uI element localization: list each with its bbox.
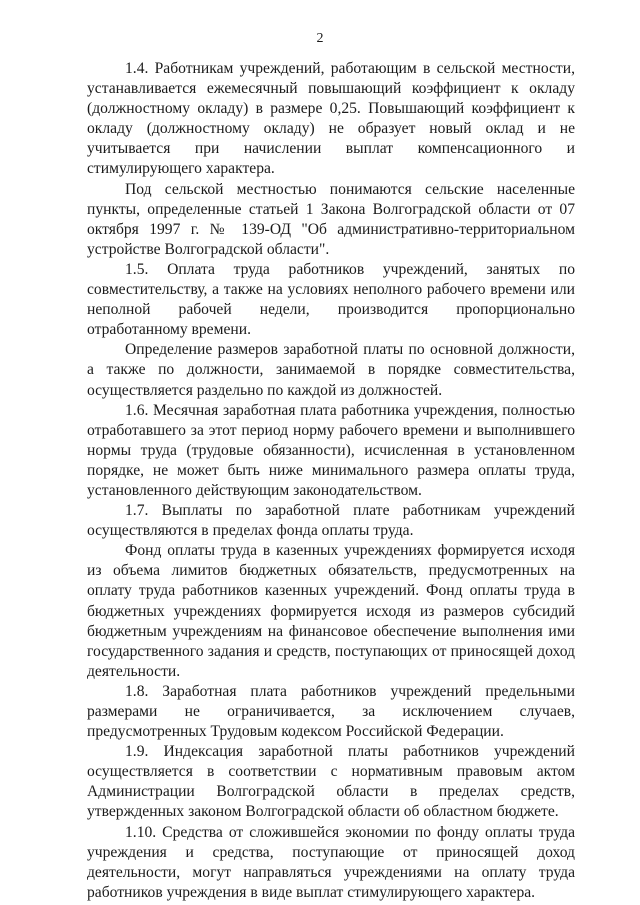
paragraph-1-6: 1.6. Месячная заработная плата работника учреждения, полностью отработавшего за этот период норму рабочего времени и выполнившего нормы труда (трудовые обязанности), исчисленная в установленном порядке, не может быть ниже минимального размера оплаты труда, установленного действующим законодательством.: [87, 401, 575, 499]
document-body: [87, 59, 575, 903]
paragraph-1-4: 1.4. Работникам учреждений, работающим в сельской местности, устанавливается ежемесячный повышающий коэффициент к окладу (должностному окладу) в размере 0,25. Повышающий коэффициент к окладу (должностному окладу) не образует новый оклад и не учитывается при начислении выплат компенсационного и стимулирующего характера.: [87, 60, 575, 178]
paragraph-1-7: 1.7. Выплаты по заработной плате работникам учреждений осуществляются в пределах фонда оплаты труда.: [87, 502, 575, 540]
paragraph-salary-determination: Определение размеров заработной платы по основной должности, а также по должности, занимаемой в порядке совместительства, осуществляется раздельно по каждой из должностей.: [87, 341, 575, 399]
paragraph-rural-definition: Под сельской местностью понимаются сельские населенные пункты, определенные статьей 1 Закона Волгоградской области от 07 октября 1997 г. № 139-ОД "Об административно-территориальном устройстве Волгоградской области".: [87, 180, 575, 258]
paragraph-1-5: 1.5. Оплата труда работников учреждений, занятых по совместительству, а также на условиях неполного рабочего времени или неполной рабочей недели, производится пропорционально отработанному времени.: [87, 260, 575, 339]
page-number: 2: [316, 31, 324, 46]
paragraph-wage-fund: Фонд оплаты труда в казенных учреждениях формируется исходя из объема лимитов бюджетных обязательств, предусмотренных на оплату труда работников казенных учреждений. Фонд оплаты труда в бюджетных учреждениях формируется исходя из размеров субсидий бюджетным учреждениям на финансовое обеспечение выполнения ими государственного задания и средств, поступающих от приносящей доход деятельности.: [87, 542, 575, 680]
paragraph-1-9: 1.9. Индексация заработной платы работников учреждений осуществляется в соответствии с нормативным правовым актом Администрации Волгоградской области в пределах средств, утвержденных законом Волгоградской области об областном бюджете.: [87, 743, 575, 821]
paragraph-1-8: 1.8. Заработная плата работников учреждений предельными размерами не ограничивается, за исключением случаев, предусмотренных Трудовым кодексом Российской Федерации.: [87, 682, 575, 741]
paragraph-1-10: 1.10. Средства от сложившейся экономии по фонду оплаты труда учреждения и средства, поступающие от приносящей доход деятельности, могут направляться учреждениями на оплату труда работников учреждения в виде выплат стимулирующего характера.: [87, 823, 575, 901]
